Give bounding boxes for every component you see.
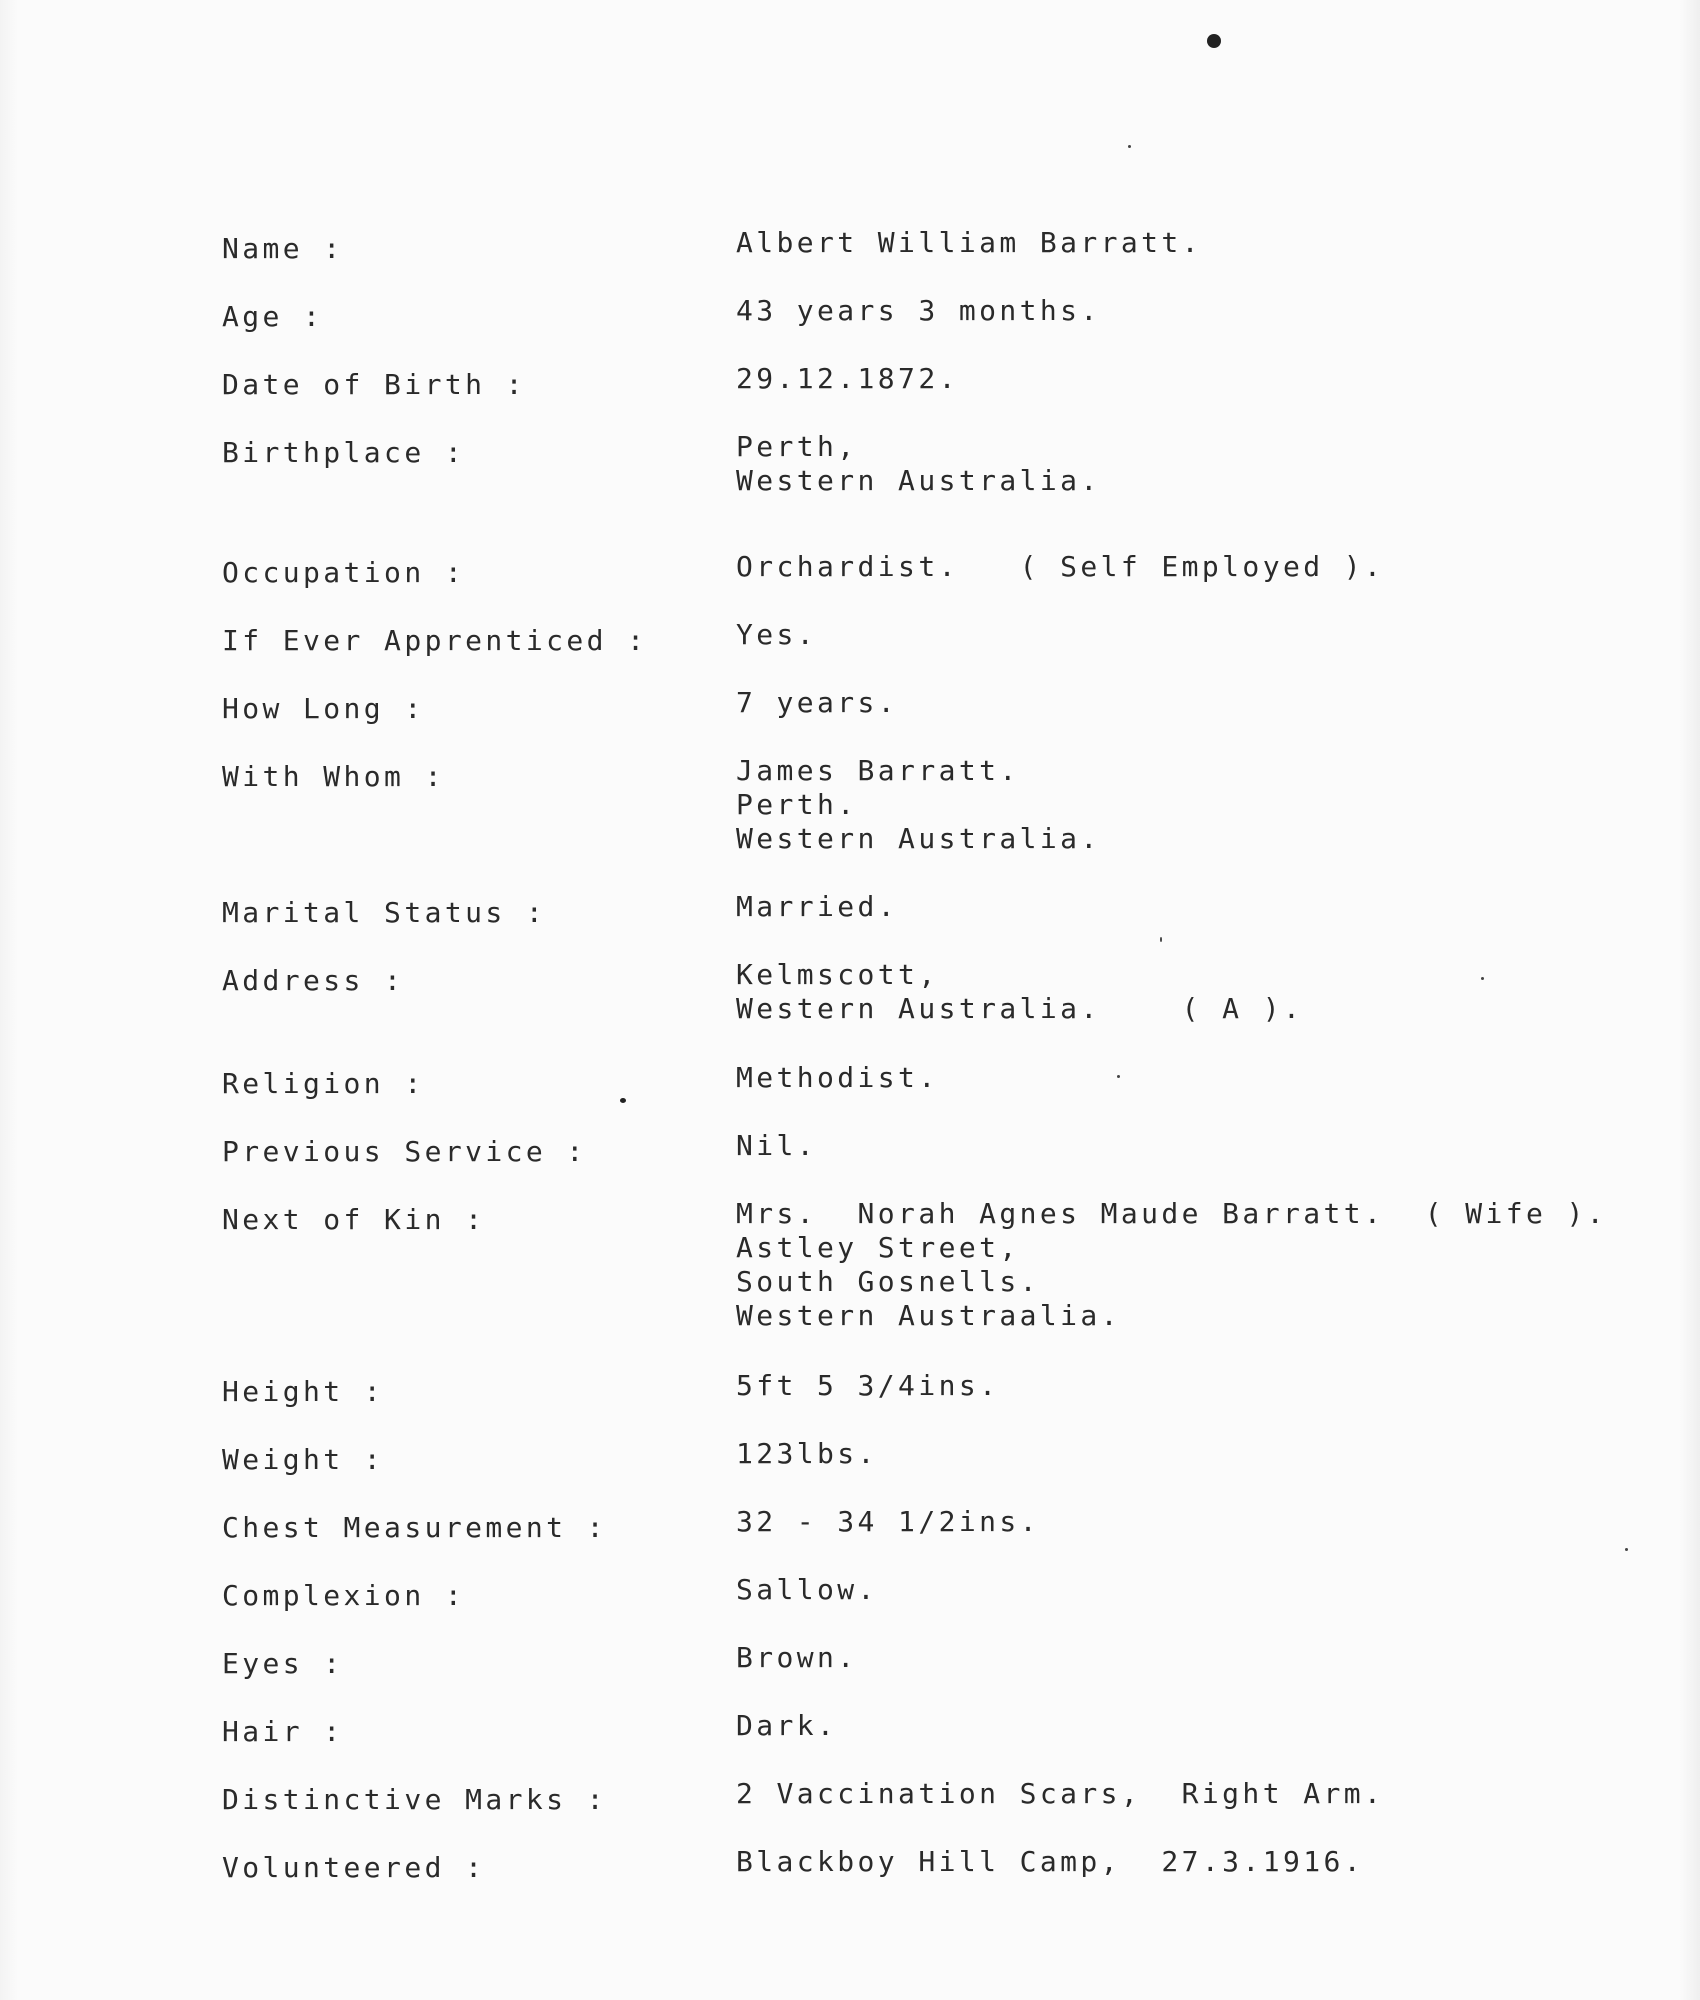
field-label: Date of Birth : <box>222 368 526 401</box>
field-value <box>736 430 1101 498</box>
field-value-line: South Gosnells. <box>736 1265 1040 1298</box>
field-label: If Ever Apprenticed : <box>222 624 648 657</box>
field-value-line: 123lbs. <box>736 1437 878 1470</box>
field-value-line: Married. <box>736 890 899 923</box>
field-value <box>736 618 817 652</box>
field-value-line: Mrs. Norah Agnes Maude Barratt. ( Wife ). <box>736 1197 1608 1230</box>
field-value <box>736 958 1303 1026</box>
field-value-line: Western Australia. <box>736 822 1101 855</box>
field-value-line: Western Australia. ( A ). <box>736 992 1304 1025</box>
field-value-line: Dark. <box>736 1709 838 1742</box>
field-value-line: Sallow. <box>736 1573 878 1606</box>
field-value-line: Perth. <box>736 788 858 821</box>
field-value <box>736 1197 1607 1333</box>
field-value-line: Yes. <box>736 618 818 651</box>
field-value <box>736 1845 1364 1879</box>
field-value-line: 5ft 5 3/4ins. <box>736 1369 1000 1402</box>
field-value <box>736 1505 1040 1539</box>
field-label: Eyes : <box>222 1647 344 1680</box>
ink-speck <box>1117 1075 1120 1078</box>
field-label: Birthplace : <box>222 436 466 469</box>
field-value <box>736 1129 817 1163</box>
field-value-line: Western Austraalia. <box>736 1299 1121 1332</box>
field-value-line: Blackboy Hill Camp, 27.3.1916. <box>736 1845 1364 1878</box>
field-label: Age : <box>222 300 324 333</box>
field-value <box>736 362 959 396</box>
field-value-line: James Barratt. <box>736 754 1020 787</box>
field-label: Complexion : <box>222 1579 466 1612</box>
field-value-line: 29.12.1872. <box>736 362 959 395</box>
field-value-line: Western Australia. <box>736 464 1101 497</box>
field-value <box>736 1369 999 1403</box>
field-value-line: 32 - 34 1/2ins. <box>736 1505 1040 1538</box>
ink-speck <box>1128 145 1131 148</box>
field-value-line: Brown. <box>736 1641 858 1674</box>
field-label: Previous Service : <box>222 1135 587 1168</box>
field-label: Distinctive Marks : <box>222 1783 607 1816</box>
ink-speck <box>1160 937 1162 942</box>
field-value-line: 43 years 3 months. <box>736 294 1101 327</box>
ink-blot <box>1207 34 1221 48</box>
field-value <box>736 1777 1384 1811</box>
field-value <box>736 294 1101 328</box>
field-value <box>736 550 1384 584</box>
ink-speck <box>1481 977 1484 980</box>
field-label: Chest Measurement : <box>222 1511 607 1544</box>
field-value <box>736 754 1101 856</box>
field-value-line: Nil. <box>736 1129 818 1162</box>
field-value-line: 7 years. <box>736 686 899 719</box>
field-value-line: Astley Street, <box>736 1231 1020 1264</box>
field-value-line: Orchardist. ( Self Employed ). <box>736 550 1385 583</box>
field-label: Occupation : <box>222 556 466 589</box>
field-label: Volunteered : <box>222 1851 486 1884</box>
field-value <box>736 1437 878 1471</box>
field-value <box>736 1061 939 1095</box>
field-label: Hair : <box>222 1715 344 1748</box>
field-value-line: Albert William Barratt. <box>736 226 1202 259</box>
field-value-line: 2 Vaccination Scars, Right Arm. <box>736 1777 1385 1810</box>
field-label: Height : <box>222 1375 385 1408</box>
field-value <box>736 686 898 720</box>
field-value <box>736 1573 878 1607</box>
field-value <box>736 226 1202 260</box>
field-value-line: Kelmscott, <box>736 958 939 991</box>
field-value-line: Methodist. <box>736 1061 939 1094</box>
field-value-line: Perth, <box>736 430 858 463</box>
field-label: Marital Status : <box>222 896 547 929</box>
field-label: Next of Kin : <box>222 1203 486 1236</box>
field-label: How Long : <box>222 692 425 725</box>
field-label: With Whom : <box>222 760 445 793</box>
field-label: Address : <box>222 964 405 997</box>
field-value <box>736 890 898 924</box>
field-value <box>736 1709 837 1743</box>
field-label: Religion : <box>222 1067 425 1100</box>
ink-speck <box>1625 1548 1628 1551</box>
field-label: Weight : <box>222 1443 385 1476</box>
field-label: Name : <box>222 232 344 265</box>
field-value <box>736 1641 858 1675</box>
